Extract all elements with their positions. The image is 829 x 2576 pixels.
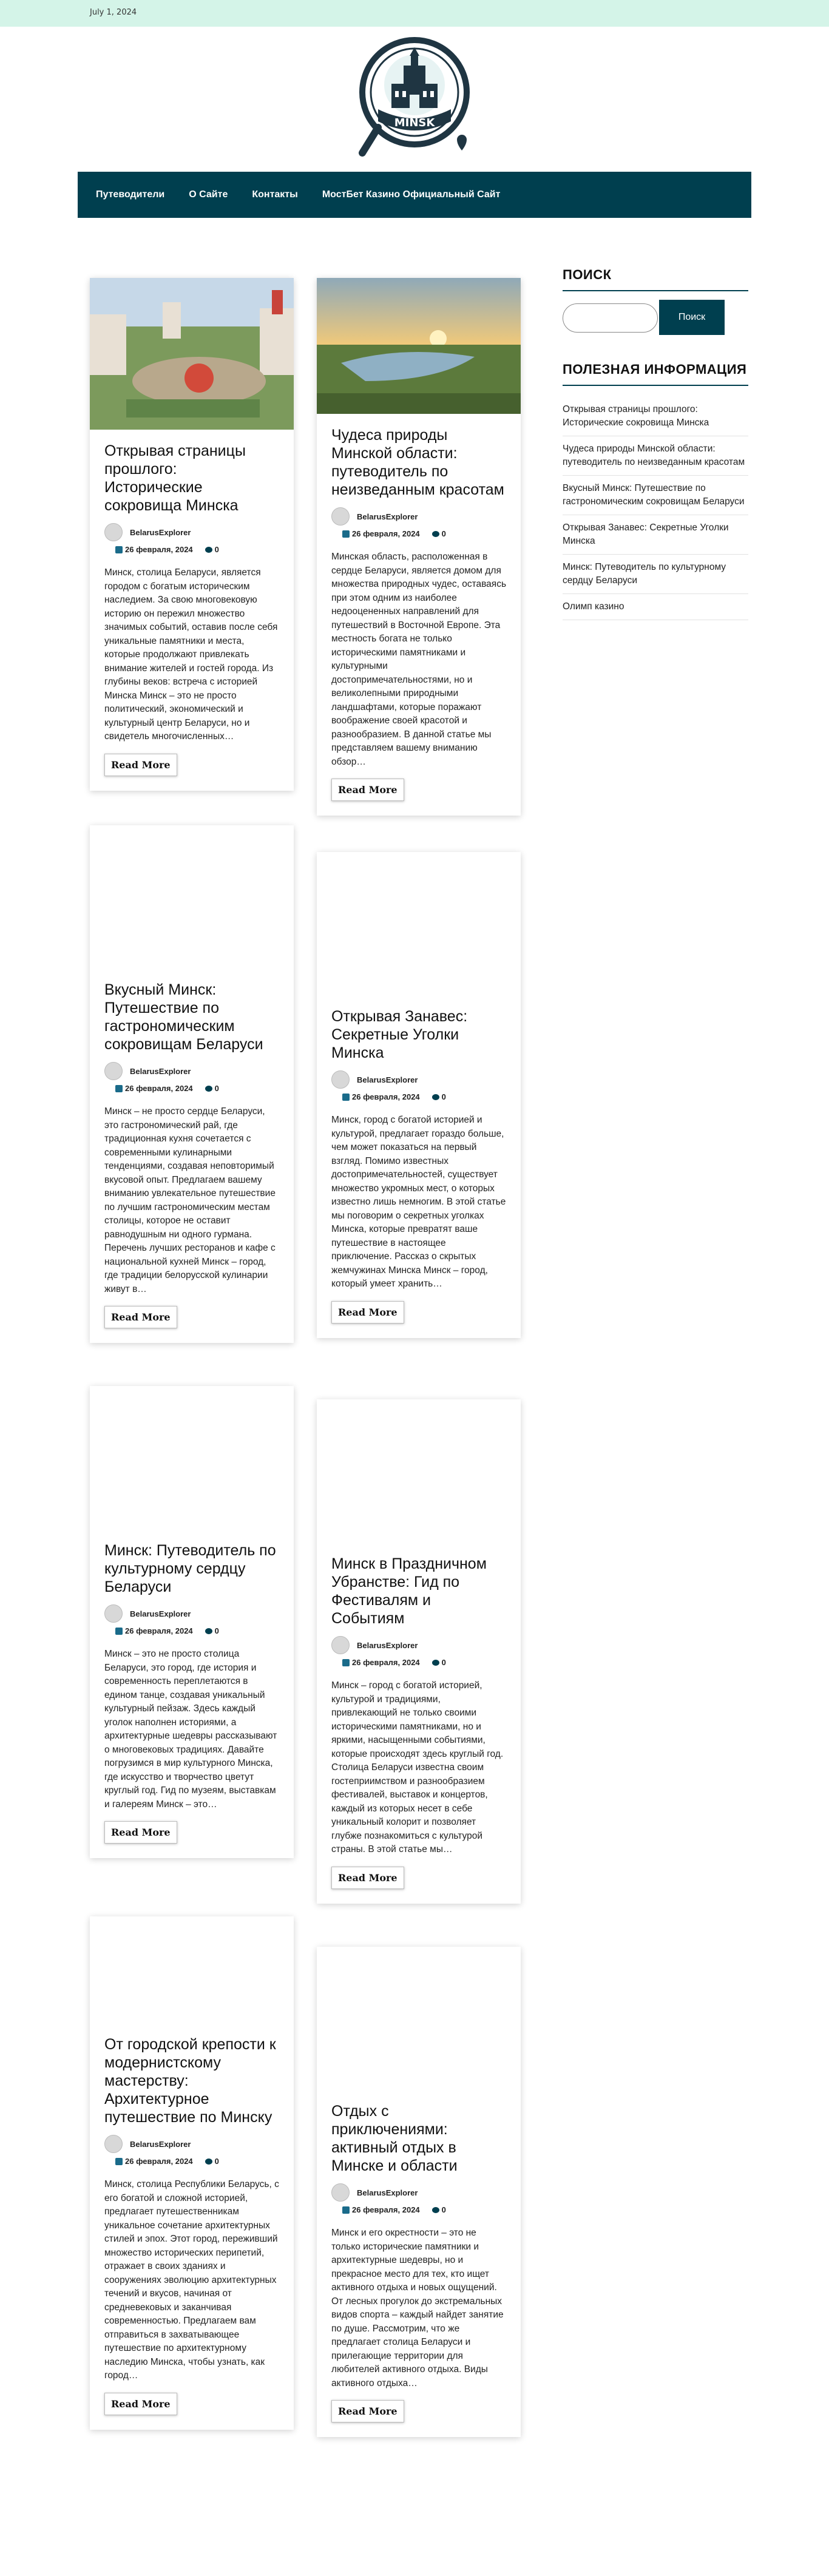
post-excerpt: Минская область, расположенная в сердце Беларуси, является домом для множества природных чудес, оставаясь при этом одним из наиболее недооцененных направлений для путешествий в Восточной Европе. Эта местность богата не только историческими памятниками и культурными достопримечательностями, но и великолепными природными ландшафтами, которые поражают воображение своей красотой и разнообразием. В данной статье мы представляем вашему вниманию обзор… xyxy=(331,552,507,767)
sidebar-link[interactable]: Открывая Занавес: Секретные Уголки Минска xyxy=(563,515,748,555)
calendar-icon xyxy=(342,1094,350,1101)
post-thumbnail-placeholder[interactable] xyxy=(90,1916,294,2023)
minsk-logo-icon xyxy=(354,36,475,164)
post-excerpt: Минск, столица Республики Беларусь, с его богатой и сложной историей, предлагает путешественникам уникальное сочетание архитектурных стилей и эпох. Этот город, переживший множество исторических перипетий, отражает в своих зданиях и сооружениях эволюцию архитектурных течений и вкусов, начиная от средневековых и заканчивая современностью. Предлагаем вам отправиться в захватывающее путешествие по архитектурному наследию Минска, чтобы узнать, как город… xyxy=(104,2179,279,2381)
comment-icon xyxy=(432,1660,439,1666)
search-button[interactable]: Поиск xyxy=(659,300,725,335)
nav-item-contacts[interactable]: Контакты xyxy=(252,189,298,200)
read-more-button[interactable]: Read More xyxy=(331,1301,404,1323)
post-excerpt: Минск, город с богатой историей и культурой, предлагает гораздо больше, чем может показаться на первый взгляд. Помимо известных достопримечательностей, существует множество укромных мест, о которых известно лишь немногим. В этой статье мы поговорим о секретных уголках Минска, которые превратят ваше путешествие в настоящее приключение. Рассказ о скрытых жемчужинах Минска Минск – город, который умеет хранить… xyxy=(331,1115,506,1289)
post-card xyxy=(90,825,294,1343)
post-author[interactable]: BelarusExplorer xyxy=(130,2139,191,2149)
post-thumbnail-placeholder[interactable] xyxy=(90,1386,294,1529)
useful-links-list xyxy=(563,397,748,620)
nav-item-guides[interactable]: Путеводители xyxy=(96,189,165,200)
post-title[interactable]: Открывая страницы прошлого: Исторические сокровища Минска xyxy=(104,442,246,514)
comment-count[interactable]: 0 xyxy=(441,529,446,538)
sidebar-link[interactable]: Вкусный Минск: Путешествие по гастрономическим сокровищам Беларуси xyxy=(563,476,748,515)
read-more-button[interactable]: Read More xyxy=(104,754,177,776)
post-date[interactable]: 26 февраля, 2024 xyxy=(352,1092,420,1101)
search-widget-title: ПОИСК xyxy=(563,267,748,291)
calendar-icon xyxy=(115,1628,123,1635)
post-title[interactable]: Вкусный Минск: Путешествие по гастрономическим сокровищам Беларуси xyxy=(104,981,263,1053)
post-card xyxy=(90,1916,294,2430)
post-title[interactable]: От городской крепости к модернистскому мастерству: Архитектурное путешествие по Минску xyxy=(104,2036,276,2126)
comment-icon xyxy=(205,1628,212,1634)
nav-item-about[interactable]: О Сайте xyxy=(189,189,228,200)
author-avatar xyxy=(104,1062,123,1080)
post-author[interactable]: BelarusExplorer xyxy=(130,527,191,537)
author-avatar xyxy=(331,2183,350,2202)
post-thumbnail-nature[interactable] xyxy=(317,278,521,414)
sidebar-link[interactable]: Открывая страницы прошлого: Исторические сокровища Минска xyxy=(563,397,748,436)
calendar-icon xyxy=(115,1085,123,1092)
calendar-icon xyxy=(342,1659,350,1666)
post-date[interactable]: 26 февраля, 2024 xyxy=(352,1658,420,1667)
author-avatar xyxy=(331,1636,350,1654)
comment-icon xyxy=(432,2207,439,2213)
post-author[interactable]: BelarusExplorer xyxy=(357,2188,418,2197)
current-date: July 1, 2024 xyxy=(90,8,137,17)
post-thumbnail-placeholder[interactable] xyxy=(90,825,294,969)
comment-icon xyxy=(205,547,212,553)
post-thumbnail-city-square[interactable] xyxy=(90,278,294,430)
sidebar-link[interactable]: Минск: Путеводитель по культурному сердцу Беларуси xyxy=(563,555,748,594)
calendar-icon xyxy=(115,546,123,553)
post-thumbnail-placeholder[interactable] xyxy=(317,1399,521,1543)
read-more-button[interactable]: Read More xyxy=(104,1821,177,1844)
post-excerpt: Минск, столица Беларуси, является городом с богатым историческим наследием. За свою многовековую историю он пережил множество значимых событий, оставив после себя уникальные памятники и места, которые продолжают привлекать внимание жителей и гостей города. Из глубины веков: встреча с историей Минска Минск – это не просто политический, экономический и культурный центр Беларуси, но и свидетель многочисленных… xyxy=(104,567,278,742)
author-avatar xyxy=(331,1070,350,1089)
post-author[interactable]: BelarusExplorer xyxy=(357,512,418,521)
read-more-button[interactable]: Read More xyxy=(331,2400,404,2422)
main-navigation xyxy=(78,172,751,218)
post-card xyxy=(317,1399,521,1904)
post-excerpt: Минск и его окрестности – это не только исторические памятники и архитектурные шедевры, но и прекрасное место для тех, кто ищет активного отдыха и новых ощущений. От лесных прогулок до экстремальных видов спорта – каждый найдет занятие по душе. Рассмотрим, что же предлагает столица Беларуси и прилегающие территории для любителей активного отдыха. Виды активного отдыха… xyxy=(331,2228,504,2388)
post-author[interactable]: BelarusExplorer xyxy=(130,1609,191,1618)
comment-count[interactable]: 0 xyxy=(214,545,219,554)
comment-count[interactable]: 0 xyxy=(441,1092,446,1101)
post-card xyxy=(317,1947,521,2437)
comment-count[interactable]: 0 xyxy=(214,1084,219,1093)
site-logo[interactable] xyxy=(354,36,475,164)
post-thumbnail-placeholder[interactable] xyxy=(317,852,521,995)
nav-item-mostbet[interactable]: МостБет Казино Официальный Сайт xyxy=(322,189,501,200)
post-title[interactable]: Чудеса природы Минской области: путеводитель по неизведанным красотам xyxy=(331,427,504,498)
calendar-icon xyxy=(115,2158,123,2165)
read-more-button[interactable]: Read More xyxy=(331,779,404,801)
author-avatar xyxy=(104,523,123,541)
info-widget-title: ПОЛЕЗНАЯ ИНФОРМАЦИЯ xyxy=(563,362,748,386)
post-author[interactable]: BelarusExplorer xyxy=(357,1640,418,1650)
post-thumbnail-placeholder[interactable] xyxy=(317,1947,521,2090)
post-date[interactable]: 26 февраля, 2024 xyxy=(125,2157,193,2166)
post-date[interactable]: 26 февраля, 2024 xyxy=(125,545,193,554)
calendar-icon xyxy=(342,2206,350,2214)
post-title[interactable]: Минск: Путеводитель по культурному сердцу Беларуси xyxy=(104,1542,276,1595)
comment-icon xyxy=(432,531,439,537)
comment-icon xyxy=(205,1086,212,1092)
post-date[interactable]: 26 февраля, 2024 xyxy=(352,2205,420,2214)
post-author[interactable]: BelarusExplorer xyxy=(357,1075,418,1084)
comment-icon xyxy=(205,2158,212,2165)
author-avatar xyxy=(104,2135,123,2153)
post-card xyxy=(90,1386,294,1858)
read-more-button[interactable]: Read More xyxy=(104,1306,177,1328)
comment-count[interactable]: 0 xyxy=(214,2157,219,2166)
post-date[interactable]: 26 февраля, 2024 xyxy=(125,1626,193,1635)
top-bar xyxy=(0,0,829,27)
author-avatar xyxy=(104,1604,123,1623)
comment-icon xyxy=(432,1094,439,1100)
post-author[interactable]: BelarusExplorer xyxy=(130,1066,191,1076)
sidebar-link[interactable]: Олимп казино xyxy=(563,594,748,620)
calendar-icon xyxy=(342,530,350,538)
post-card xyxy=(90,278,294,791)
read-more-button[interactable]: Read More xyxy=(104,2393,177,2415)
post-excerpt: Минск – город с богатой историей, культурой и традициями, привлекающий не только своими историческими памятниками, но и яркими, насыщенными событиями, которые происходят здесь круглый год. Столица Беларуси известна своим гостеприимством и разнообразием фестивалей, выставок и концертов, каждый из которых несет в себе уникальный колорит и позволяет глубже познакомиться с культурой страны. В этой статье мы… xyxy=(331,1680,504,1854)
read-more-button[interactable]: Read More xyxy=(331,1867,404,1889)
post-title[interactable]: Открывая Занавес: Секретные Уголки Минска xyxy=(331,1008,468,1061)
logo-text: MINSK xyxy=(394,117,435,129)
post-excerpt: Минск – это не просто столица Беларуси, это город, где история и современность переплетаются в едином танце, создавая уникальный культурный пейзаж. Здесь каждый уголок наполнен историями, а архитектурные шедевры рассказывают о многовековых традициях. Давайте погрузимся в мир культурного Минска, где искусство и творчество цветут круглый год. Гид по музеям, выставкам и галереям Минск – это… xyxy=(104,1649,277,1810)
post-card xyxy=(317,852,521,1338)
comment-count[interactable]: 0 xyxy=(441,2205,446,2214)
search-input[interactable] xyxy=(563,303,658,333)
post-date[interactable]: 26 февраля, 2024 xyxy=(352,529,420,538)
post-excerpt: Минск – не просто сердце Беларуси, это гастрономический рай, где традиционная кухня сочетается с современными кулинарными тенденциями, создавая неповторимый вкусовой опыт. Предлагаем вашему вниманию увлекательное путешествие по лучшим гастрономическим местам столицы, которое не оставит равнодушным ни одного гурмана. Перечень лучших ресторанов и кафе с национальной кухней Минск – город, где традиции белорусской кулинарии живут в… xyxy=(104,1106,276,1294)
sidebar-link[interactable]: Чудеса природы Минской области: путеводитель по неизведанным красотам xyxy=(563,436,748,476)
comment-count[interactable]: 0 xyxy=(214,1626,219,1635)
post-date[interactable]: 26 февраля, 2024 xyxy=(125,1084,193,1093)
comment-count[interactable]: 0 xyxy=(441,1658,446,1667)
post-title[interactable]: Минск в Праздничном Убранстве: Гид по Фестивалям и Событиям xyxy=(331,1555,487,1627)
author-avatar xyxy=(331,507,350,526)
sidebar xyxy=(563,267,748,620)
post-card xyxy=(317,278,521,816)
post-title[interactable]: Отдых с приключениями: активный отдых в Минске и области xyxy=(331,2103,458,2174)
search-form xyxy=(563,302,748,335)
